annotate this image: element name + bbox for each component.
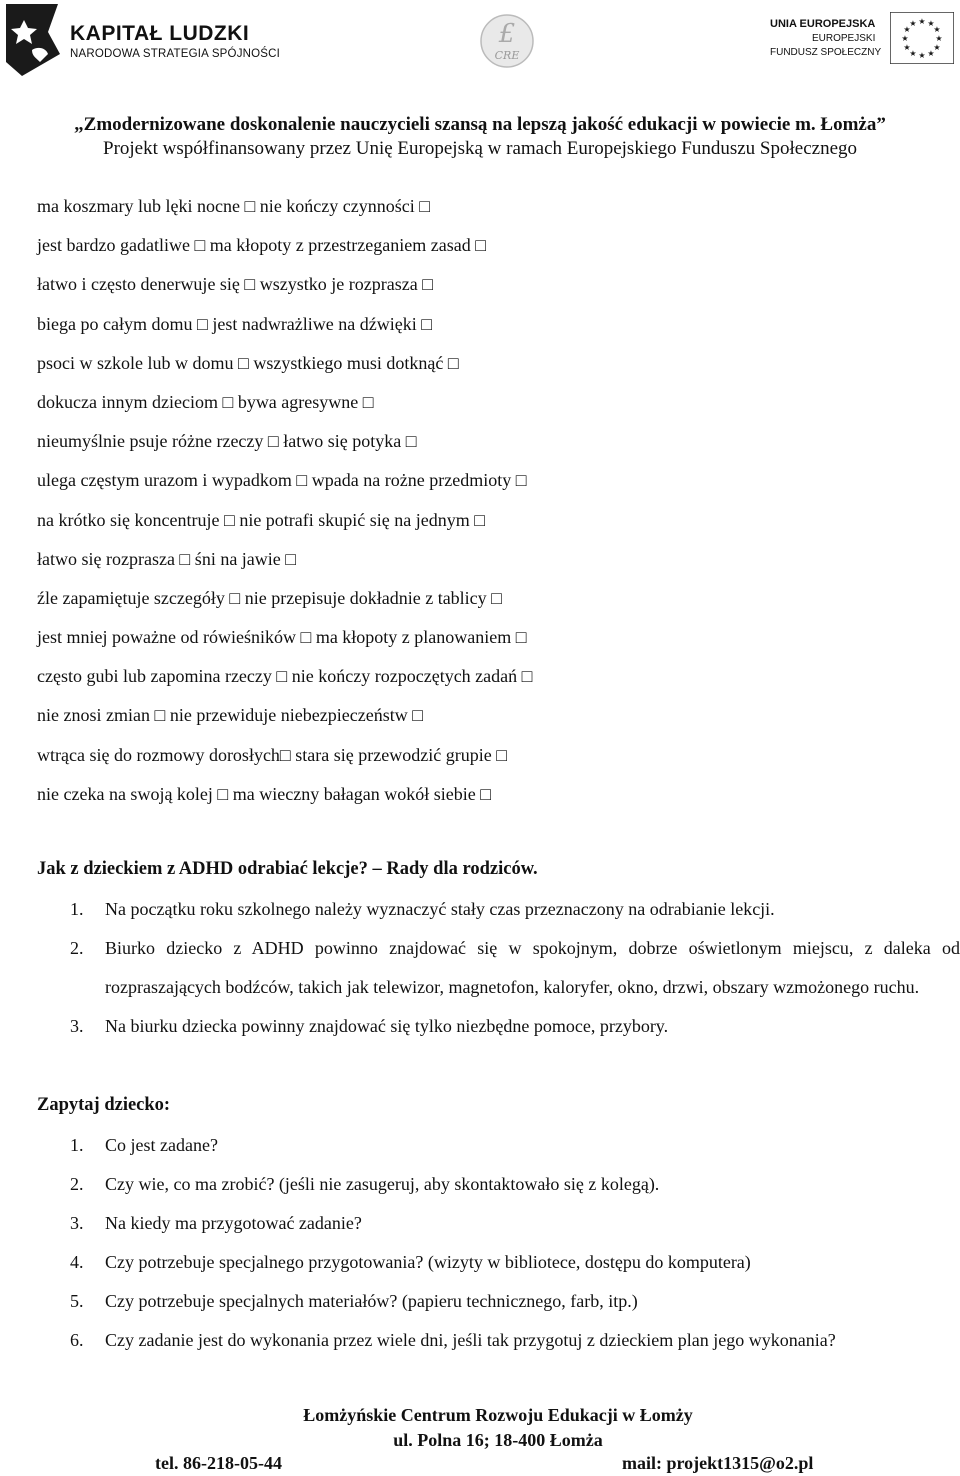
symptom-line: ulega częstym urazom i wypadkom □ wpada na rożne przedmioty □ <box>37 470 527 491</box>
svg-text:★: ★ <box>933 43 941 52</box>
item-text: Na początku roku szkolnego należy wyznaczyć stały czas przeznaczony na odrabianie lekcji. <box>105 899 775 919</box>
item-text: Czy potrzebuje specjalnych materiałów? (papieru technicznego, farb, itp.) <box>105 1291 638 1311</box>
item-number: 4. <box>70 1252 84 1272</box>
item-text: Czy wie, co ma zrobić? (jeśli nie zasugeruj, aby skontaktowało się z kolegą). <box>105 1174 660 1194</box>
cre-logo <box>478 12 536 70</box>
kapital-ludzki-subtitle: NARODOWA STRATEGIA SPÓJNOŚCI <box>70 48 281 60</box>
advice-item <box>37 929 960 1007</box>
symptom-line: jest bardzo gadatliwe □ ma kłopoty z przestrzeganiem zasad □ <box>37 235 487 256</box>
cre-logo-text: CRE <box>494 49 520 62</box>
svg-text:★: ★ <box>935 34 943 43</box>
project-title: „Zmodernizowane doskonalenie nauczycieli szansą na lepszą jakość edukacji w powiecie m. Łomża” <box>74 114 886 135</box>
kapital-ludzki-logo <box>0 0 281 80</box>
footer-phone: tel. 86-218-05-44 <box>155 1453 282 1473</box>
question-item <box>37 1126 960 1165</box>
item-number: 1. <box>70 1135 84 1155</box>
question-item <box>37 1282 960 1321</box>
svg-text:★: ★ <box>909 19 917 28</box>
item-number: 5. <box>70 1291 84 1311</box>
svg-text:★: ★ <box>927 49 935 58</box>
symptom-line: wtrąca się do rozmowy dorosłych□ stara się przewodzić grupie □ <box>37 744 508 765</box>
question-item <box>37 1165 960 1204</box>
item-text: Co jest zadane? <box>105 1135 218 1155</box>
item-number: 1. <box>70 899 84 919</box>
item-text: Na kiedy ma przygotować zadanie? <box>105 1213 362 1233</box>
symptom-line: źle zapamiętuje szczegóły □ nie przepisuje dokładnie z tablicy □ <box>37 587 503 608</box>
symptom-line: biega po całym domu □ jest nadwrażliwe na dźwięki □ <box>37 313 433 334</box>
item-number: 3. <box>70 1016 84 1036</box>
advice-list <box>37 890 960 1046</box>
symptom-checklist <box>37 191 937 818</box>
svg-text:★: ★ <box>918 51 926 60</box>
footer-organization: Łomżyńskie Centrum Rozwoju Edukacji w Łomży <box>303 1405 693 1425</box>
symptom-line: dokucza innym dzieciom □ bywa agresywne □ <box>37 391 374 412</box>
kapital-ludzki-title: KAPITAŁ LUDZKI <box>70 22 250 45</box>
item-number: 3. <box>70 1213 84 1233</box>
symptom-line: nieumyślnie psuje różne rzeczy □ łatwo się potyka □ <box>37 431 417 452</box>
symptom-line: jest mniej poważne od rówieśników □ ma kłopoty z planowaniem □ <box>37 627 527 648</box>
question-item <box>37 1321 960 1360</box>
symptom-line: nie znosi zmian □ nie przewiduje niebezpieczeństw □ <box>37 705 424 726</box>
item-number: 2. <box>70 1174 84 1194</box>
svg-text:★: ★ <box>918 17 926 26</box>
symptom-line: często gubi lub zapomina rzeczy □ nie kończy rozpoczętych zadań □ <box>37 666 533 687</box>
footer-email: mail: projekt1315@o2.pl <box>622 1453 814 1473</box>
svg-text:£: £ <box>498 19 516 49</box>
symptom-line: ma koszmary lub lęki nocne □ nie kończy czynności □ <box>37 196 431 216</box>
item-number: 2. <box>70 938 84 958</box>
svg-text:★: ★ <box>903 25 911 34</box>
svg-text:★: ★ <box>901 34 909 43</box>
eu-logo-line3: FUNDUSZ SPOŁECZNY <box>770 47 882 58</box>
advice-heading: Jak z dzieckiem z ADHD odrabiać lekcje? – Rady dla rodziców. <box>37 859 538 879</box>
symptom-line: na krótko się koncentruje □ nie potrafi skupić się na jednym □ <box>37 509 486 530</box>
symptom-line: psoci w szkole lub w domu □ wszystkiego musi dotknąć □ <box>37 352 459 373</box>
eu-logo-line2: EUROPEJSKI <box>812 33 876 44</box>
symptom-line: łatwo się rozprasza □ śni na jawie □ <box>37 548 297 569</box>
svg-text:★: ★ <box>909 49 917 58</box>
ask-child-heading: Zapytaj dziecko: <box>37 1095 171 1115</box>
eu-flag-icon <box>890 12 954 64</box>
item-text: Na biurku dziecka powinny znajdować się tylko niezbędne pomoce, przybory. <box>105 1016 669 1036</box>
eu-logo <box>770 8 960 68</box>
svg-text:★: ★ <box>903 43 911 52</box>
eu-logo-line1: UNIA EUROPEJSKA <box>770 18 876 30</box>
kapital-ludzki-emblem-icon <box>2 2 66 78</box>
item-text: Biurko dziecko z ADHD powinno znajdować się w spokojnym, dobrze oświetlonym miejscu, z daleka od rozpraszających bodźców, takich jak telewizor, magnetofon, kaloryfer, okno, drzwi, obszary wzmożonego ruchu. <box>105 938 960 997</box>
question-item <box>37 1243 960 1282</box>
ask-child-list <box>37 1126 960 1360</box>
advice-item <box>37 890 960 929</box>
item-text: Czy zadanie jest do wykonania przez wiele dni, jeśli tak przygotuj z dzieckiem plan jego wykonania? <box>105 1330 836 1350</box>
advice-item <box>37 1007 960 1046</box>
footer-address: ul. Polna 16; 18-400 Łomża <box>393 1430 603 1450</box>
question-item <box>37 1204 960 1243</box>
project-subtitle: Projekt współfinansowany przez Unię Europejską w ramach Europejskiego Funduszu Społecznego <box>103 138 857 159</box>
symptom-line: nie czeka na swoją kolej □ ma wieczny bałagan wokół siebie □ <box>37 783 492 804</box>
item-text: Czy potrzebuje specjalnego przygotowania? (wizyty w bibliotece, dostępu do komputera) <box>105 1252 751 1272</box>
svg-text:★: ★ <box>927 19 935 28</box>
svg-text:★: ★ <box>933 25 941 34</box>
symptom-line: łatwo i często denerwuje się □ wszystko je rozprasza □ <box>37 274 434 295</box>
item-number: 6. <box>70 1330 84 1350</box>
